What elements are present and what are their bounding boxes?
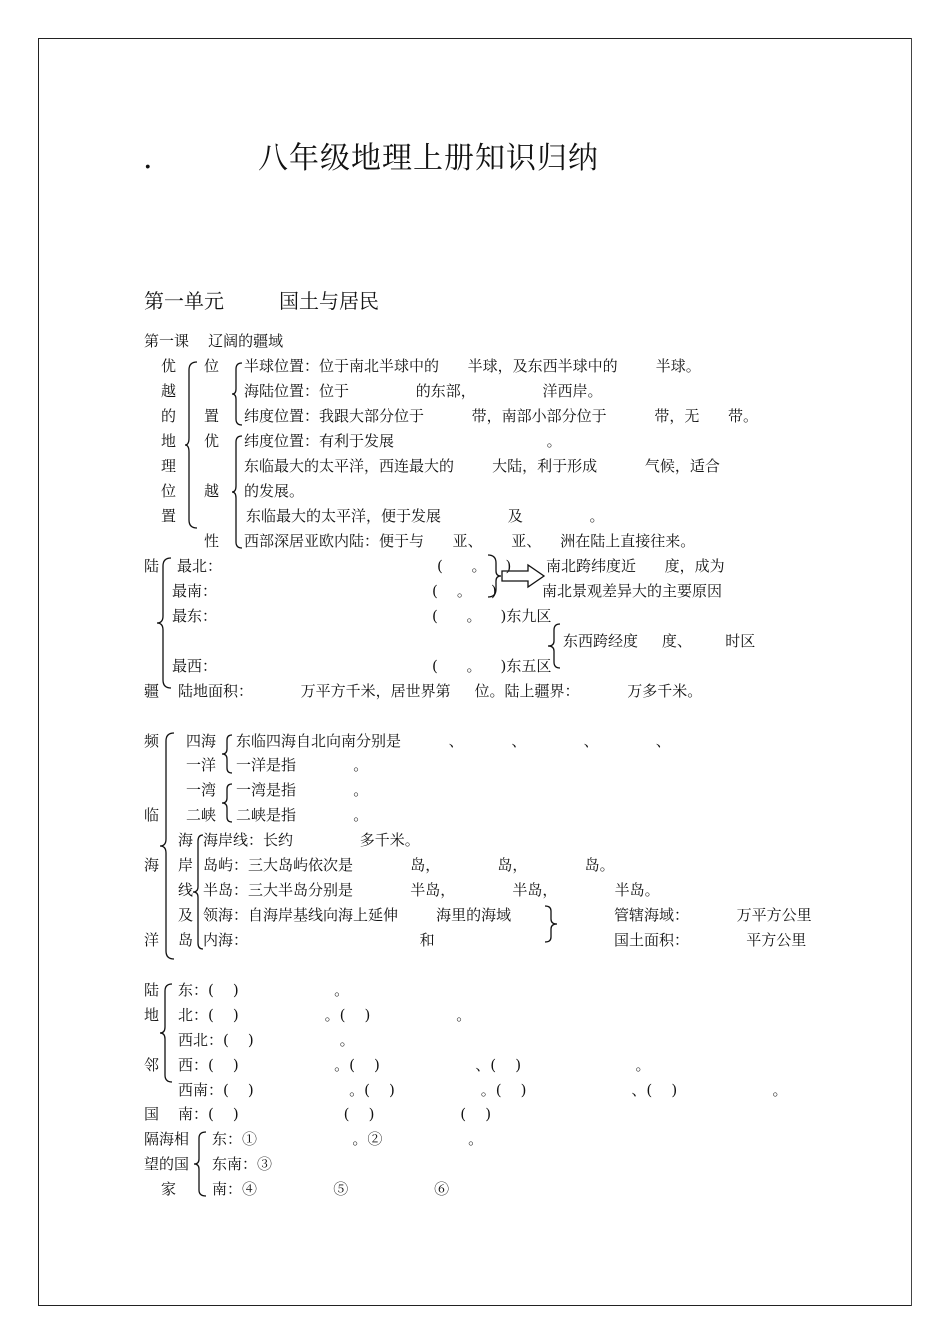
v-char-you: 优 bbox=[204, 432, 220, 450]
coastline-line: 海岸线：长约 多千米。 bbox=[203, 831, 420, 849]
v-char: 的 bbox=[161, 407, 177, 425]
brace-outer-position bbox=[185, 360, 199, 530]
four-seas-line: 东临四海自北向南分别是 、 、 、 、 bbox=[236, 732, 671, 750]
across-sea-label-3: 家 bbox=[161, 1180, 177, 1198]
westmost-coord: ( 。 )东五区 bbox=[432, 657, 552, 675]
v-char: 国 bbox=[144, 1105, 160, 1123]
brace-advantage bbox=[232, 434, 244, 550]
across-sea-south: 南：④ ⑤ ⑥ bbox=[212, 1180, 450, 1198]
v-char: 海 bbox=[178, 831, 194, 849]
v-char: 位 bbox=[161, 482, 177, 500]
across-sea-label-2: 望的国 bbox=[144, 1155, 190, 1173]
eastmost-coord: ( 。 )东九区 bbox=[432, 607, 552, 625]
document-title: 八年级地理上册知识归纳 bbox=[258, 141, 599, 176]
jurisdiction-sea-line: 管辖海域： 万平方公里 bbox=[614, 906, 812, 924]
eastmost-label: 最东： bbox=[172, 607, 218, 625]
brace-across-sea bbox=[194, 1130, 208, 1200]
brace-land bbox=[157, 556, 173, 690]
v-char: 置 bbox=[161, 507, 177, 525]
v-char-wei: 位 bbox=[204, 357, 220, 375]
v-char: 陆 bbox=[144, 981, 160, 999]
v-char-zhi: 置 bbox=[204, 407, 220, 425]
islands-line: 岛屿：三大岛屿依次是 岛， 岛， 岛。 bbox=[203, 856, 615, 874]
v-char-xing: 性 bbox=[204, 532, 220, 550]
brace-seas bbox=[160, 731, 176, 961]
title-bullet: . bbox=[143, 141, 153, 176]
across-sea-east: 东：① 。② 。 bbox=[212, 1130, 484, 1148]
westmost-label: 最西： bbox=[172, 657, 218, 675]
v-char: 优 bbox=[161, 357, 177, 375]
sea-land-line: 海陆位置：位于 的东部， 洋西岸。 bbox=[244, 382, 603, 400]
v-char-jiang: 疆 bbox=[144, 682, 160, 700]
four-seas-label: 四海 bbox=[186, 732, 217, 750]
neighbor-east: 东：( ) 。 bbox=[178, 981, 350, 999]
two-straits-line: 二峡是指 。 bbox=[236, 806, 369, 824]
one-bay-label: 一湾 bbox=[186, 781, 217, 799]
latitude-advantage-line: 纬度位置：有利于发展 。 bbox=[244, 432, 562, 450]
v-char: 邻 bbox=[144, 1056, 160, 1074]
v-char: 岸 bbox=[178, 856, 194, 874]
unit-title: 国土与居民 bbox=[279, 289, 379, 313]
brace-neighbors bbox=[160, 982, 174, 1084]
one-bay-line: 一湾是指 。 bbox=[236, 781, 369, 799]
peninsulas-line: 半岛：三大半岛分别是 半岛， 半岛， 半岛。 bbox=[203, 881, 660, 899]
brace-arrow-latitude bbox=[488, 553, 550, 601]
lesson-heading: 第一课 辽阔的疆域 bbox=[144, 332, 284, 350]
v-char: 线 bbox=[178, 881, 194, 899]
v-char: 及 bbox=[178, 906, 194, 924]
inland-sea-line: 内海： 和 bbox=[203, 931, 435, 949]
brace-bay-straits bbox=[222, 782, 234, 824]
v-char: 理 bbox=[161, 457, 177, 475]
northmost-coord: ( 。 ) bbox=[437, 557, 512, 575]
territory-area-line: 国土面积： 平方公里 bbox=[614, 931, 807, 949]
brace-seas-ocean bbox=[222, 733, 234, 775]
neighbor-northwest: 西北：( ) 。 bbox=[178, 1031, 355, 1049]
brace-position bbox=[232, 361, 244, 427]
one-ocean-label: 一洋 bbox=[186, 756, 217, 774]
neighbor-north: 北：( ) 。( ) 。 bbox=[178, 1006, 472, 1024]
southmost-coord: ( 。 ) bbox=[432, 582, 497, 600]
climate-line-cont: 的发展。 bbox=[244, 482, 305, 500]
longitude-span: 东西跨经度 度、 时区 bbox=[563, 632, 756, 650]
neighbor-southwest: 西南：( ) 。( ) 。( ) 、( ) 。 bbox=[178, 1081, 788, 1099]
v-char-yue: 越 bbox=[204, 482, 220, 500]
v-char: 洋 bbox=[144, 931, 160, 949]
v-char-lu: 陆 bbox=[144, 557, 160, 575]
latitude-span-cont: 南北景观差异大的主要原因 bbox=[542, 582, 723, 600]
v-char: 岛 bbox=[178, 931, 194, 949]
pacific-line: 东临最大的太平洋，便于发展 及 。 bbox=[246, 507, 605, 525]
v-char: 地 bbox=[161, 432, 177, 450]
v-char: 地 bbox=[144, 1006, 160, 1024]
v-char: 临 bbox=[144, 806, 160, 824]
across-sea-southeast: 东南：③ bbox=[212, 1155, 273, 1173]
two-straits-label: 二峡 bbox=[186, 806, 217, 824]
brace-longitude bbox=[548, 622, 562, 670]
unit-label: 第一单元 bbox=[144, 289, 224, 313]
one-ocean-line: 一洋是指 。 bbox=[236, 756, 369, 774]
latitude-line: 纬度位置：我跟大部分位于 带，南部小部分位于 带，无 带。 bbox=[244, 407, 758, 425]
climate-line: 东临最大的太平洋，西连最大的 大陆，利于形成 气候，适合 bbox=[244, 457, 720, 475]
hemisphere-line: 半球位置：位于南北半球中的 半球，及东西半球中的 半球。 bbox=[244, 357, 701, 375]
neighbor-west: 西：( ) 。( ) 、( ) 。 bbox=[178, 1056, 651, 1074]
across-sea-label-1: 隔海相 bbox=[144, 1130, 190, 1148]
latitude-span: 南北跨纬度近 度，成为 bbox=[546, 557, 725, 575]
northmost-label: 最北： bbox=[177, 557, 223, 575]
neighbor-south: 南：( ) ( ) ( ) bbox=[178, 1105, 492, 1123]
inland-line: 西部深居亚欧内陆：便于与 亚、 亚、 洲在陆上直接往来。 bbox=[244, 532, 696, 550]
brace-waters bbox=[545, 904, 559, 944]
v-char: 海 bbox=[144, 856, 160, 874]
land-area-line: 陆地面积： 万平方千米，居世界第 位。陆上疆界： 万多千米。 bbox=[178, 682, 703, 700]
v-char: 越 bbox=[161, 382, 177, 400]
v-char: 频 bbox=[144, 732, 160, 750]
territorial-sea-line: 领海：自海岸基线向海上延伸 海里的海域 bbox=[203, 906, 512, 924]
page-border-shadow bbox=[908, 38, 912, 1306]
southmost-label: 最南： bbox=[172, 582, 218, 600]
